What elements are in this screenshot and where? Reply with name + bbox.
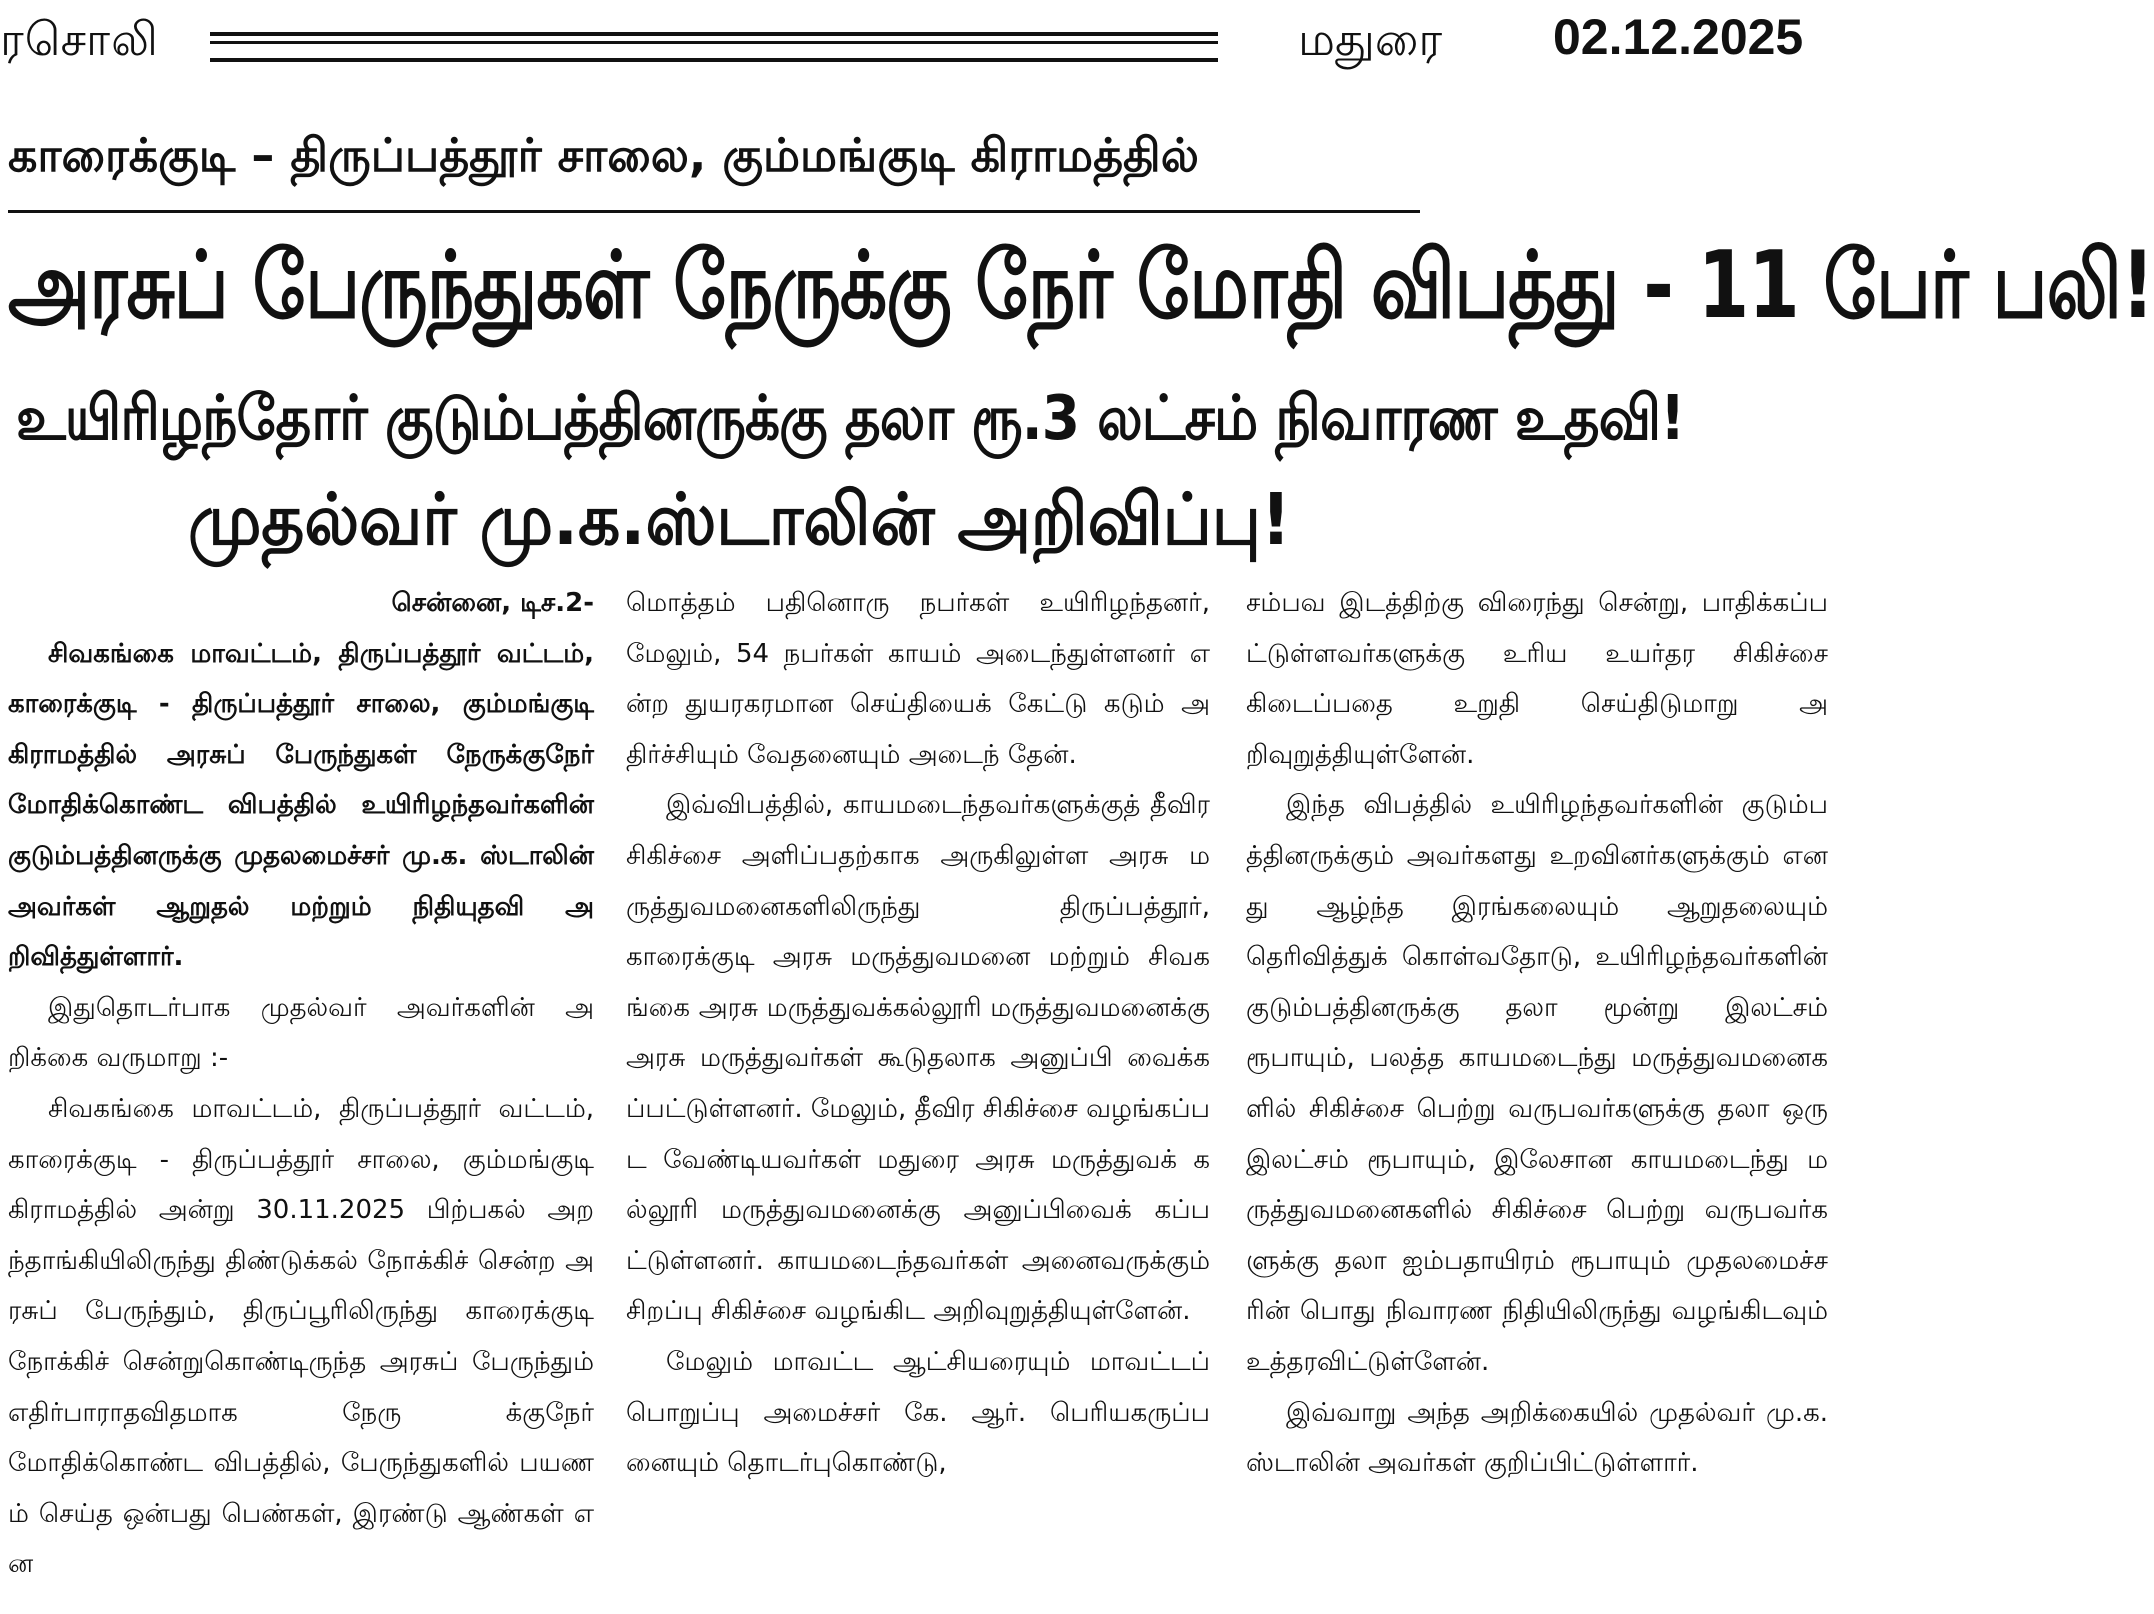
body-paragraph: இவ்விபத்தில், காயமடைந்தவர்களுக்குத் தீவிர சிகிச்சை அளிப்பதற்காக அருகிலுள்ள அரசு மருத்துவமனைகளிலிருந்து திருப்பத்தூர், காரைக்குடி அரசு மருத்துவமனை மற்றும் சிவகங்கை அரசு மருத்துவக்கல்லூரி மருத்துவமனைக்கு அரசு மருத்துவர்கள் கூடுதலாக அனுப்பி வைக்கப்பட்டுள்ளனர். மேலும், தீவிர சிகிச்சை வழங்கப்பட வேண்டியவர்கள் மதுரை அரசு மருத்துவக் கல்லூரி மருத்துவமனைக்கு அனுப்பிவைக் கப்பட்டுள்ளனர். காயமடைந்தவர்கள் அனைவருக்கும் சிறப்பு சிகிச்சை வழங்கிட அறிவுறுத்தியுள்ளேன். [626,790,1210,1327]
body-paragraph: மேலும் மாவட்ட ஆட்சியரையும் மாவட்டப் பொறுப்பு அமைச்சர் கே. ஆர். பெரியகருப்பனையும் தொடர்புகொண்டு, [626,1346,1210,1479]
article-subhead: உயிரிழந்தோர் குடும்பத்தினருக்கு தலா ரூ.3 லட்சம் நிவாரண உதவி! [16,382,1685,454]
paper-name: ரசொலி [0,12,159,66]
masthead [0,0,1834,100]
dateline: சென்னை, டிச.2- [391,588,594,618]
article-body [0,578,1834,1614]
lead-paragraph: சிவகங்கை மாவட்டம், திருப்பத்தூர் வட்டம், காரைக்குடி - திருப்பத்தூர் சாலை, கும்மங்குடி கிராமத்தில் அரசுப் பேருந்துகள் நேருக்குநேர் மோதிக்கொண்ட விபத்தில் உயிரிழந்தவர்களின் குடும்பத்தினருக்கு முதலமைச்சர் மு.க. ஸ்டாலின் அவர்கள் ஆறுதல் மற்றும் நிதியுதவி அறிவித்துள்ளார். [8,638,594,973]
column-3 [1246,578,1828,1489]
body-paragraph: சிவகங்கை மாவட்டம், திருப்பத்தூர் வட்டம், காரைக்குடி - திருப்பத்தூர் சாலை, கும்மங்குடி கிராமத்தில் அன்று 30.11.2025 பிற்பகல் அறந்தாங்கியிலிருந்து திண்டுக்கல் நோக்கிச் சென்ற அரசுப் பேருந்தும், திருப்பூரிலிருந்து காரைக்குடி நோக்கிச் சென்றுகொண்டிருந்த அரசுப் பேருந்தும் எதிர்பாராதவிதமாக நேரு க்குநேர் மோதிக்கொண்ட விபத்தில், பேருந்துகளில் பயணம் செய்த ஒன்பது பெண்கள், இரண்டு ஆண்கள் என [8,1093,594,1580]
body-paragraph: சம்பவ இடத்திற்கு விரைந்து சென்று, பாதிக்கப்பட்டுள்ளவர்களுக்கு உரிய உயர்தர சிகிச்சை கிடைப்பதை உறுதி செய்திடுமாறு அறிவுறுத்தியுள்ளேன். [1246,588,1828,770]
masthead-rule [210,32,1218,62]
body-paragraph: மொத்தம் பதினொரு நபர்கள் உயிரிழந்தனர், மேலும், 54 நபர்கள் காயம் அடைந்துள்ளனர் என்ற துயரகரமான செய்தியைக் கேட்டு கடும் அதிர்ச்சியும் வேதனையும் அடைந் தேன். [626,588,1210,770]
body-paragraph: இந்த விபத்தில் உயிரிழந்தவர்களின் குடும்பத்தினருக்கும் அவர்களது உறவினர்களுக்கும் எனது ஆழ்ந்த இரங்கலையும் ஆறுதலையும் தெரிவித்துக் கொள்வதோடு, உயிரிழந்தவர்களின் குடும்பத்தினருக்கு தலா மூன்று இலட்சம் ரூபாயும், பலத்த காயமடைந்து மருத்துவமனைகளில் சிகிச்சை பெற்று வருபவர்களுக்கு தலா ஒரு இலட்சம் ரூபாயும், இலேசான காயமடைந்து மருத்துவமனைகளில் சிகிச்சை பெற்று வருபவர்களுக்கு தலா ஐம்பதாயிரம் ரூபாயும் முதலமைச்சரின் பொது நிவாரண நிதியிலிருந்து வழங்கிடவும் உத்தரவிட்டுள்ளேன். [1246,790,1828,1377]
body-paragraph: இவ்வாறு அந்த அறிக்கையில் முதல்வர் மு.க.ஸ்டாலின் அவர்கள் குறிப்பிட்டுள்ளார். [1246,1397,1828,1479]
edition-date: 02.12.2025 [1553,9,1804,65]
column-1 [8,578,594,1590]
kicker-underline [8,210,1420,213]
body-paragraph: இதுதொடர்பாக முதல்வர் அவர்களின் அறிக்கை வருமாறு :- [8,992,594,1074]
edition-city: மதுரை [1298,12,1443,66]
article-headline: அரசுப் பேருந்துகள் நேருக்கு நேர் மோதி விபத்து - 11 பேர் பலி! [8,232,2154,340]
article-kicker: காரைக்குடி – திருப்பத்தூர் சாலை, கும்மங்குடி கிராமத்தில் [8,128,1199,182]
column-2 [626,578,1210,1489]
article-subhead-announcement: முதல்வர் மு.க.ஸ்டாலின் அறிவிப்பு! [188,478,1291,562]
